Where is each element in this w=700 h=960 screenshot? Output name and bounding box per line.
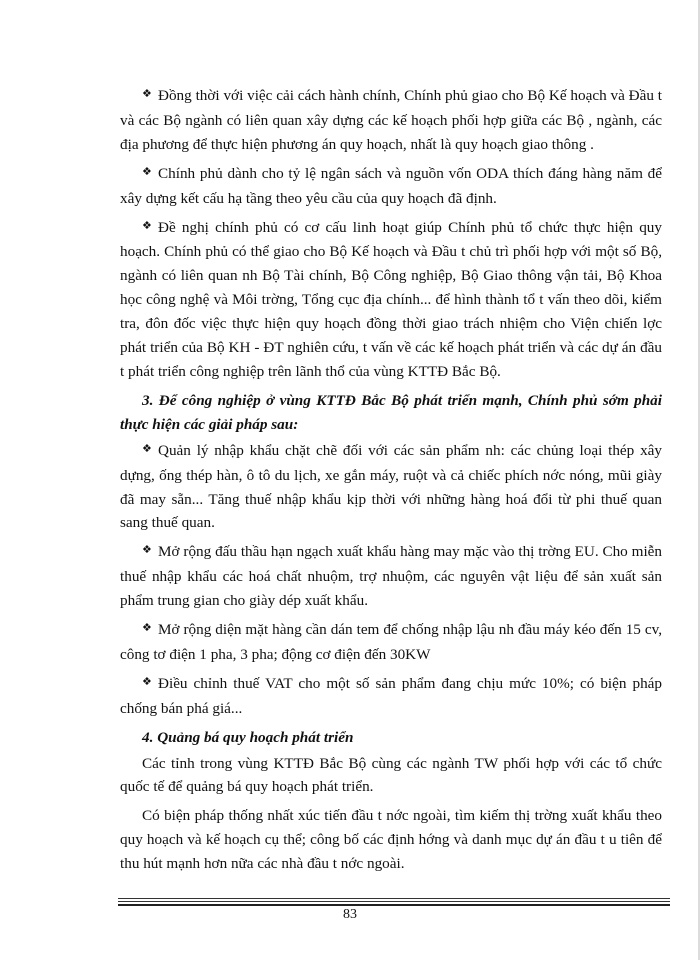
page-body bbox=[120, 84, 662, 881]
section-heading-3: 3. Để công nghiệp ở vùng KTTĐ Bắc Bộ phát triển mạnh, Chính phủ sớm phải thực hiện các giải pháp sau: bbox=[120, 391, 662, 433]
diamond-bullet-icon: ❖ bbox=[142, 441, 152, 455]
paragraph-text: Quản lý nhập khẩu chặt chẽ đối với các sản phẩm nh: các chủng loại thép xây dựng, ống thép hàn, ô tô du lịch, xe gắn máy, ruột và cả chiếc phích nớc nóng, mũi giày đã may sẵn... Tăng thuế nhập khẩu kịp thời với những hàng hoá đổi từ phi thuế quan sang thuế quan. bbox=[120, 441, 662, 532]
diamond-bullet-icon: ❖ bbox=[142, 621, 152, 635]
diamond-bullet-icon: ❖ bbox=[142, 674, 152, 688]
body-paragraph-2: Có biện pháp thống nhất xúc tiến đầu t nớc ngoài, tìm kiếm thị trờng xuất khẩu theo quy hoạch và kế hoạch cụ thể; công bố các định hớng và danh mục dự án đầu t u tiên để thu hút mạnh hơn nữa các nhà đầu t nớc ngoài. bbox=[120, 807, 662, 873]
diamond-bullet-icon: ❖ bbox=[142, 543, 152, 557]
bullet-paragraph-5 bbox=[120, 540, 662, 613]
bullet-paragraph-7 bbox=[120, 672, 662, 721]
page-number: 83 bbox=[343, 907, 357, 922]
diamond-bullet-icon: ❖ bbox=[142, 164, 152, 178]
section-heading-4: 4. Quảng bá quy hoạch phát triển bbox=[142, 728, 354, 746]
footer-divider bbox=[118, 898, 670, 899]
diamond-bullet-icon: ❖ bbox=[142, 87, 152, 100]
paragraph-text: Mở rộng đấu thầu hạn ngạch xuất khẩu hàng may mặc vào thị trờng EU. Cho miễn thuế nhập khẩu các hoá chất nhuộm, trợ nhuộm, các nguyên vật liệu để sản xuất sản phẩm trung gian cho giày dép xuất khẩu. bbox=[120, 543, 662, 610]
paragraph-text: Điều chỉnh thuế VAT cho một số sản phẩm đang chịu mức 10%; có biện pháp chống bán phá giá... bbox=[120, 674, 662, 717]
paragraph-text: Chính phủ dành cho tỷ lệ ngân sách và nguồn vốn ODA thích đáng hàng năm để xây dựng kết cấu hạ tầng theo yêu cầu của quy hoạch đã định. bbox=[120, 164, 662, 207]
footer-divider bbox=[118, 901, 670, 902]
bullet-paragraph-4 bbox=[120, 439, 662, 536]
paragraph-text: Mở rộng diện mặt hàng cần dán tem để chống nhập lậu nh đầu máy kéo đến 15 cv, công tơ điện 1 pha, 3 pha; động cơ điện đến 30KW bbox=[120, 621, 662, 663]
bullet-paragraph-1 bbox=[120, 84, 662, 157]
body-paragraph-1: Các tỉnh trong vùng KTTĐ Bắc Bộ cùng các ngành TW phối hợp với các tổ chức quốc tế để quảng bá quy hoạch phát triển. bbox=[120, 754, 662, 796]
bullet-paragraph-6 bbox=[120, 618, 662, 667]
bullet-paragraph-2 bbox=[120, 162, 662, 211]
paragraph-text: Đề nghị chính phủ có cơ cấu linh hoạt giúp Chính phủ tổ chức thực hiện quy hoạch. Chính phủ có thể giao cho Bộ Kế hoạch và Đầu t chủ trì phối hợp với một số Bộ, ngành có liên quan nh Bộ Tài chính, Bộ Công nghiệp, Bộ Giao thông vận tải, Bộ Khoa học công nghệ và Môi trờng, Tổng cục địa chính... để hình thành tổ t vấn theo dõi, kiểm tra, đôn đốc việc thực hiện quy hoạch đồng thời giao trách nhiệm cho Viện chiến lợc phát triển của Bộ KH - ĐT nghiên cứu, t vấn về các kế hoạch phát triển và các dự án đầu t phát triển công nghiệp trên lãnh thổ của vùng KTTĐ Bắc Bộ. bbox=[120, 218, 662, 380]
paragraph-text: Đồng thời với việc cải cách hành chính, Chính phủ giao cho Bộ Kế hoạch và Đầu t và các Bộ ngành có liên quan xây dựng các kế hoạch phối hợp giữa các Bộ , ngành, các địa phương để thực hiện phương án quy hoạch, nhất là quy hoạch giao thông . bbox=[120, 87, 662, 153]
footer-divider bbox=[118, 904, 670, 906]
bullet-paragraph-3 bbox=[120, 216, 662, 384]
diamond-bullet-icon: ❖ bbox=[142, 218, 152, 232]
